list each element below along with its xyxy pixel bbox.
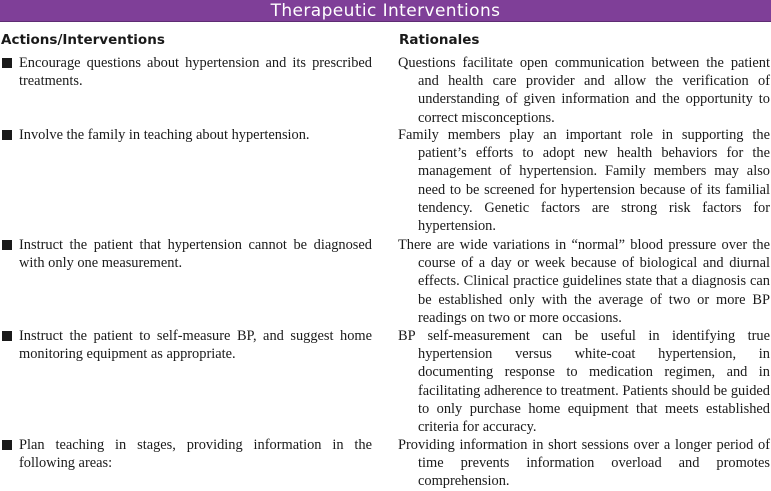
rationale-text: Family members play an important role in supporting the patient’s efforts to adopt new health behaviors for the management of hypertension. Family members may also need to be screened for hypertension because of its familial tendency. Genetic factors are strong risk factors for hypertension.: [398, 127, 770, 235]
square-bullet-icon: [2, 130, 12, 140]
action-cell: [0, 54, 372, 90]
rationale-text: BP self-measurement can be useful in identifying true hypertension versus white-coat hypertension, in documenting response to medication regimen, and in facilitating adherence to treatment. Patients should be guided to only purchase home equipment that meets established criteria for accuracy.: [398, 328, 770, 436]
square-bullet-icon: [2, 58, 12, 68]
action-text: Involve the family in teaching about hypertension.: [19, 127, 310, 143]
action-text: Encourage questions about hypertension and its prescribed treatments.: [19, 55, 372, 90]
action-cell: [0, 327, 372, 363]
action-text: Plan teaching in stages, providing information in the following areas:: [19, 437, 372, 472]
square-bullet-icon: [2, 440, 12, 450]
square-bullet-icon: [2, 331, 12, 341]
square-bullet-icon: [2, 240, 12, 250]
banner-title: Therapeutic Interventions: [270, 1, 501, 21]
action-cell: [0, 236, 372, 272]
section-banner: [0, 0, 771, 22]
action-text: Instruct the patient that hypertension cannot be diagnosed with only one measurement.: [19, 237, 372, 272]
actions-column-header: Actions/Interventions: [1, 32, 165, 48]
action-cell: [0, 436, 372, 472]
rationale-text: There are wide variations in “normal” blood pressure over the course of a day or week because of biological and diurnal effects. Clinical practice guidelines state that a diagnosis can be established only with the average of two or more BP readings on two or more occasions.: [398, 237, 770, 326]
rationales-column-header: Rationales: [399, 32, 480, 48]
action-cell: [0, 126, 372, 144]
rationale-text: Questions facilitate open communication between the patient and health care provider and allow the verification of understanding of given information and the opportunity to correct misconceptions.: [398, 55, 770, 126]
action-text: Instruct the patient to self-measure BP, and suggest home monitoring equipment as appropriate.: [19, 328, 372, 363]
rationale-text: Providing information in short sessions over a longer period of time prevents information overload and promotes comprehension.: [398, 437, 770, 490]
